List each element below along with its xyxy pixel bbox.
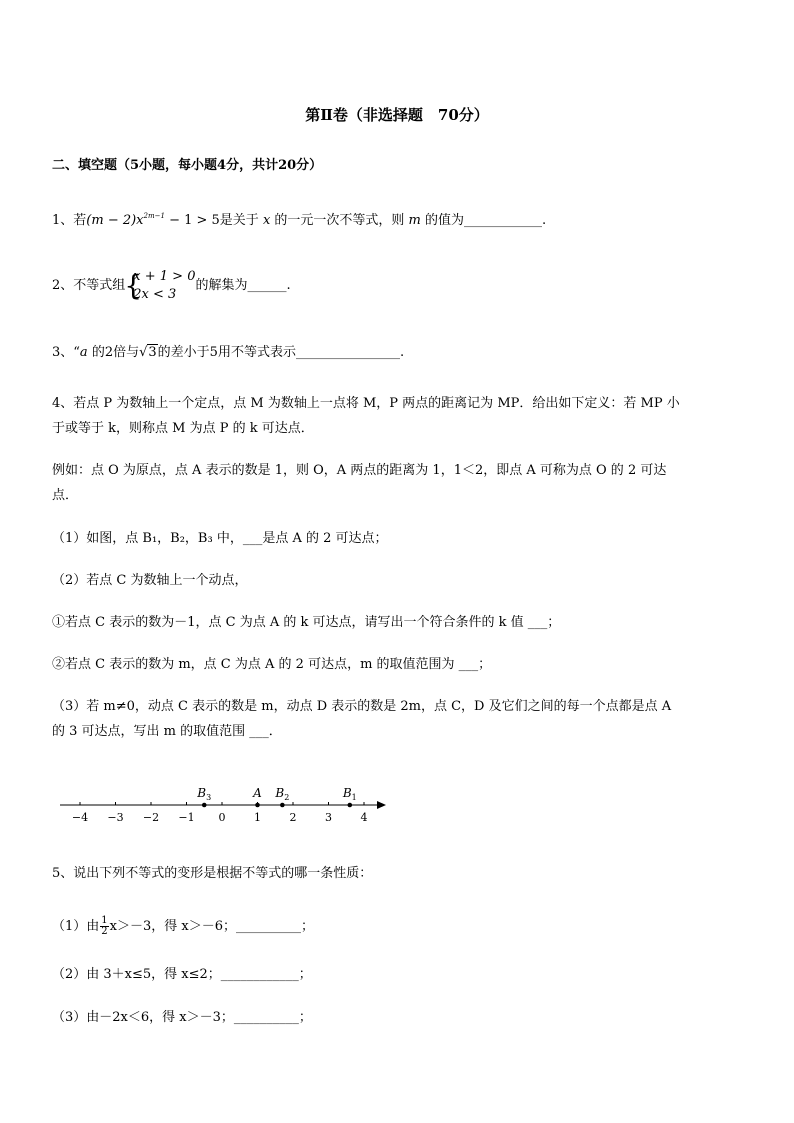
point-label-subscript: 1 — [351, 793, 357, 802]
point-label: $B_3$ — [197, 786, 212, 802]
q1-mid: 是关于 — [219, 213, 263, 228]
number-line — [55, 775, 395, 827]
q4-line-2: 于或等于 k，则称点 M 为点 P 的 k 可达点． — [52, 421, 314, 436]
brace-icon: { — [124, 268, 143, 302]
q4-part-2: （2）若点 C 为数轴上一个动点， — [52, 573, 248, 588]
point-label: $B_2$ — [275, 786, 290, 802]
q5-part-1 — [52, 916, 314, 938]
q4-example-1: 例如：点 O 为原点，点 A 表示的数是 1，则 O，A 两点的距离为 1，1＜2，即点 A 可称为点 O 的 2 可达 — [52, 463, 667, 478]
q4-part-1: （1）如图，点 B₁，B₂，B₃ 中，___是点 A 的 2 可达点； — [52, 531, 388, 546]
q4-part-2a: ①若点 C 表示的数为－1，点 C 为点 A 的 k 可达点，请写出一个符合条件的 k 值 ___； — [52, 615, 561, 630]
system-line-2: 2x < 3 — [133, 286, 177, 302]
point-dot — [348, 803, 353, 808]
tick-label: 0 — [218, 811, 226, 824]
q4-part-3a: （3）若 m≠0，动点 C 表示的数是 m，动点 D 表示的数是 2m，点 C，D 及它们之间的每一个点都是点 A — [52, 699, 672, 714]
tick-label: −1 — [178, 811, 195, 824]
point-label-subscript: 2 — [284, 793, 290, 802]
q4-part-3b: 的 3 可达点，写出 m 的取值范围 ___． — [52, 724, 282, 739]
q2-answer-blank: 的解集为______. — [195, 278, 291, 293]
q3-answer-blank: 的差小于5用不等式表示________________. — [157, 345, 405, 360]
tick-label: −2 — [142, 811, 160, 824]
q1-var-m: m — [408, 213, 421, 228]
fraction-denominator: 2 — [101, 926, 108, 937]
q2-prefix: 2、不等式组 — [52, 278, 126, 293]
page-title: 第Ⅱ卷（非选择题 70分） — [305, 106, 489, 124]
point-dot — [202, 803, 207, 808]
q1-var-x: x — [262, 213, 271, 228]
sqrt-expression — [139, 345, 158, 361]
q1-exponent: 2m−1 — [143, 212, 165, 220]
tick-label: −4 — [71, 811, 89, 824]
point-label: $B_1$ — [342, 786, 357, 802]
q1-expr-a: (m − 2)x — [86, 213, 144, 228]
tick-label: 1 — [254, 811, 261, 824]
fraction-one-half — [100, 916, 108, 937]
tick-label: −3 — [107, 811, 124, 824]
q1-expr-b: − 1 > 5 — [164, 213, 220, 228]
q5-p1-suffix: x＞－3，得 x＞－6；__________； — [109, 919, 314, 934]
q5-p1-prefix: （1）由 — [52, 919, 100, 934]
sqrt-icon: √ — [139, 345, 148, 360]
q4-line-1: 4、若点 P 为数轴上一个定点，点 M 为数轴上一点将 M，P 两点的距离记为 MP．给出如下定义：若 MP 小 — [52, 396, 680, 411]
q5-intro: 5、说出下列不等式的变形是根据不等式的哪一条性质： — [52, 866, 373, 881]
section-heading: 二、填空题（5小题，每小题4分，共计20分） — [52, 158, 323, 173]
q1-mid2: 的一元一次不等式，则 — [270, 213, 409, 228]
q4-part-2b: ②若点 C 表示的数为 m，点 C 为点 A 的 2 可达点，m 的取值范围为 ___； — [52, 657, 492, 672]
tick-label: 3 — [325, 811, 332, 824]
q3-mid: 的2倍与 — [87, 345, 140, 360]
q3-var-a: a — [79, 345, 88, 360]
q3-prefix: 3、“ — [52, 345, 80, 360]
arrow-right-icon — [377, 801, 386, 809]
system-line-1: x + 1 > 0 — [133, 268, 196, 284]
sqrt-value: 3 — [148, 345, 157, 360]
point-dot — [280, 803, 285, 808]
question-2 — [52, 266, 291, 306]
q1-prefix: 1、若 — [52, 213, 87, 228]
fraction-numerator: 1 — [101, 915, 108, 926]
q1-answer-blank: 的值为____________. — [420, 213, 547, 228]
question-1 — [52, 208, 546, 229]
point-label-subscript: 3 — [206, 793, 212, 802]
q5-part-3: （3）由－2x＜6，得 x＞－3；__________； — [52, 1010, 312, 1025]
point-label: A — [253, 786, 262, 800]
tick-label: 2 — [289, 811, 297, 824]
tick-label: 4 — [360, 811, 368, 824]
question-3 — [52, 345, 404, 361]
q4-example-2: 点． — [52, 488, 79, 503]
q5-part-2: （2）由 3＋x≤5，得 x≤2；____________； — [52, 967, 312, 982]
point-dot — [255, 803, 260, 808]
inequality-system — [125, 268, 195, 304]
